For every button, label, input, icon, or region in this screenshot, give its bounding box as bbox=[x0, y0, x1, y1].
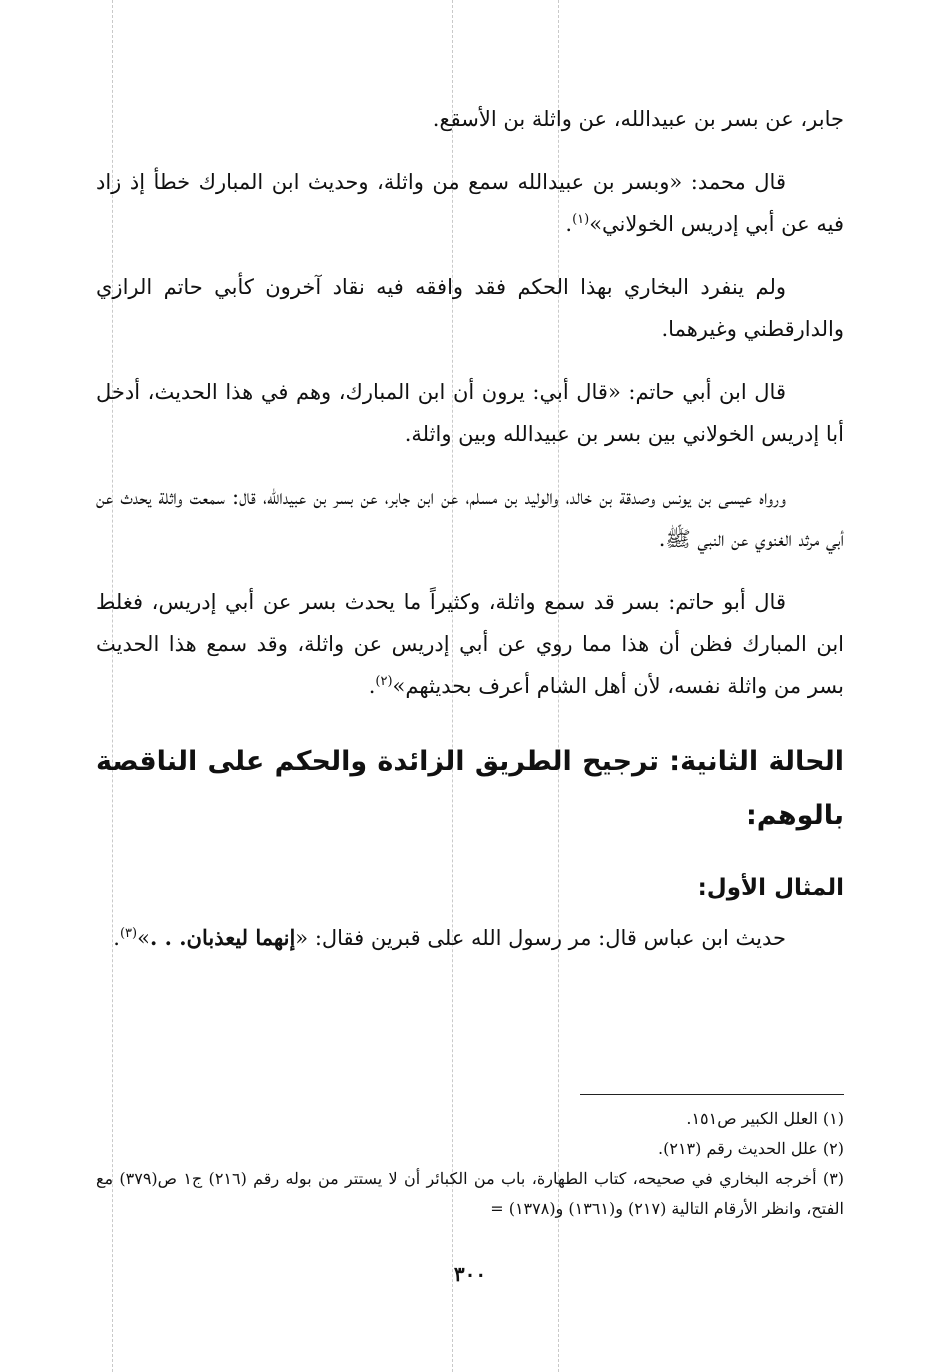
example-paragraph: حديث ابن عباس قال: مر رسول الله على قبرين فقال: «إنهما ليعذبان. . .»$^{(٣)}$. bbox=[113, 925, 786, 950]
paragraph: جابر، عن بسر بن عبيدالله، عن واثلة بن الأسقع. bbox=[432, 107, 844, 131]
paragraph: ولم ينفرد البخاري بهذا الحكم فقد وافقه فيه نقاد آخرون كأبي حاتم الرازي والدارقطني وغيرهما. bbox=[96, 275, 844, 341]
footnote: (٢) علل الحديث رقم (٢١٣). bbox=[658, 1139, 844, 1158]
main-text bbox=[96, 98, 844, 980]
footnote: (١) العلل الكبير ص١٥١. bbox=[686, 1109, 844, 1128]
footnote-ref[interactable]: (١) bbox=[572, 212, 590, 227]
paragraph: قال ابن أبي حاتم: «قال أبي: يرون أن ابن المبارك، وهم في هذا الحديث، أدخل أبا إدريس الخولاني بين بسر بن عبيدالله وبين واثلة. bbox=[96, 380, 844, 446]
section-heading: الحالة الثانية: ترجيح الطريق الزائدة والحكم على الناقصة بالوهم: bbox=[96, 746, 844, 831]
footnotes bbox=[96, 1104, 844, 1224]
footnote: (٣) أخرجه البخاري في صحيحه، كتاب الطهارة، باب من الكبائر أن لا يستتر من بوله رقم (٢١٦) ج١ ص(٣٧٩) مع الفتح، وانظر الأرقام التالية (٢١٧) و(١٣٦١) و(١٣٧٨) = bbox=[96, 1169, 845, 1218]
hadith-quote: إنهما ليعذبان. . . bbox=[149, 925, 296, 950]
example-heading: المثال الأول: bbox=[697, 875, 844, 901]
footnote-divider bbox=[580, 1094, 844, 1095]
paragraph: قال محمد: «وبسر بن عبيدالله سمع من واثلة، وحديث ابن المبارك خطأ إذ زاد فيه عن أبي إدريس الخولاني»$^{(١)}$. bbox=[96, 170, 844, 236]
footnote-ref[interactable]: (٢) bbox=[375, 674, 393, 689]
footnote-ref[interactable]: (٣) bbox=[119, 926, 138, 941]
paragraph: قال أبو حاتم: بسر قد سمع واثلة، وكثيراً ما يحدث بسر عن أبي إدريس، فغلط ابن المبارك فظن أن هذا مما روي عن أبي إدريس عن واثلة، وقد سمع هذا الحديث بسر من واثلة نفسه، لأن أهل الشام أعرف بحديثهم»$^{(٢)}$. bbox=[96, 590, 844, 698]
paragraph: ورواه عيسى بن يونس وصدقة بن خالد، والوليد بن مسلم، عن ابن جابر، عن بسر بن عبيدالله، قال: سمعت واثلة يحدث عن أبي مرثد الغنوي عن النبي ﷺ. bbox=[96, 485, 844, 551]
page-number: ٣٠٠ bbox=[453, 1262, 487, 1286]
